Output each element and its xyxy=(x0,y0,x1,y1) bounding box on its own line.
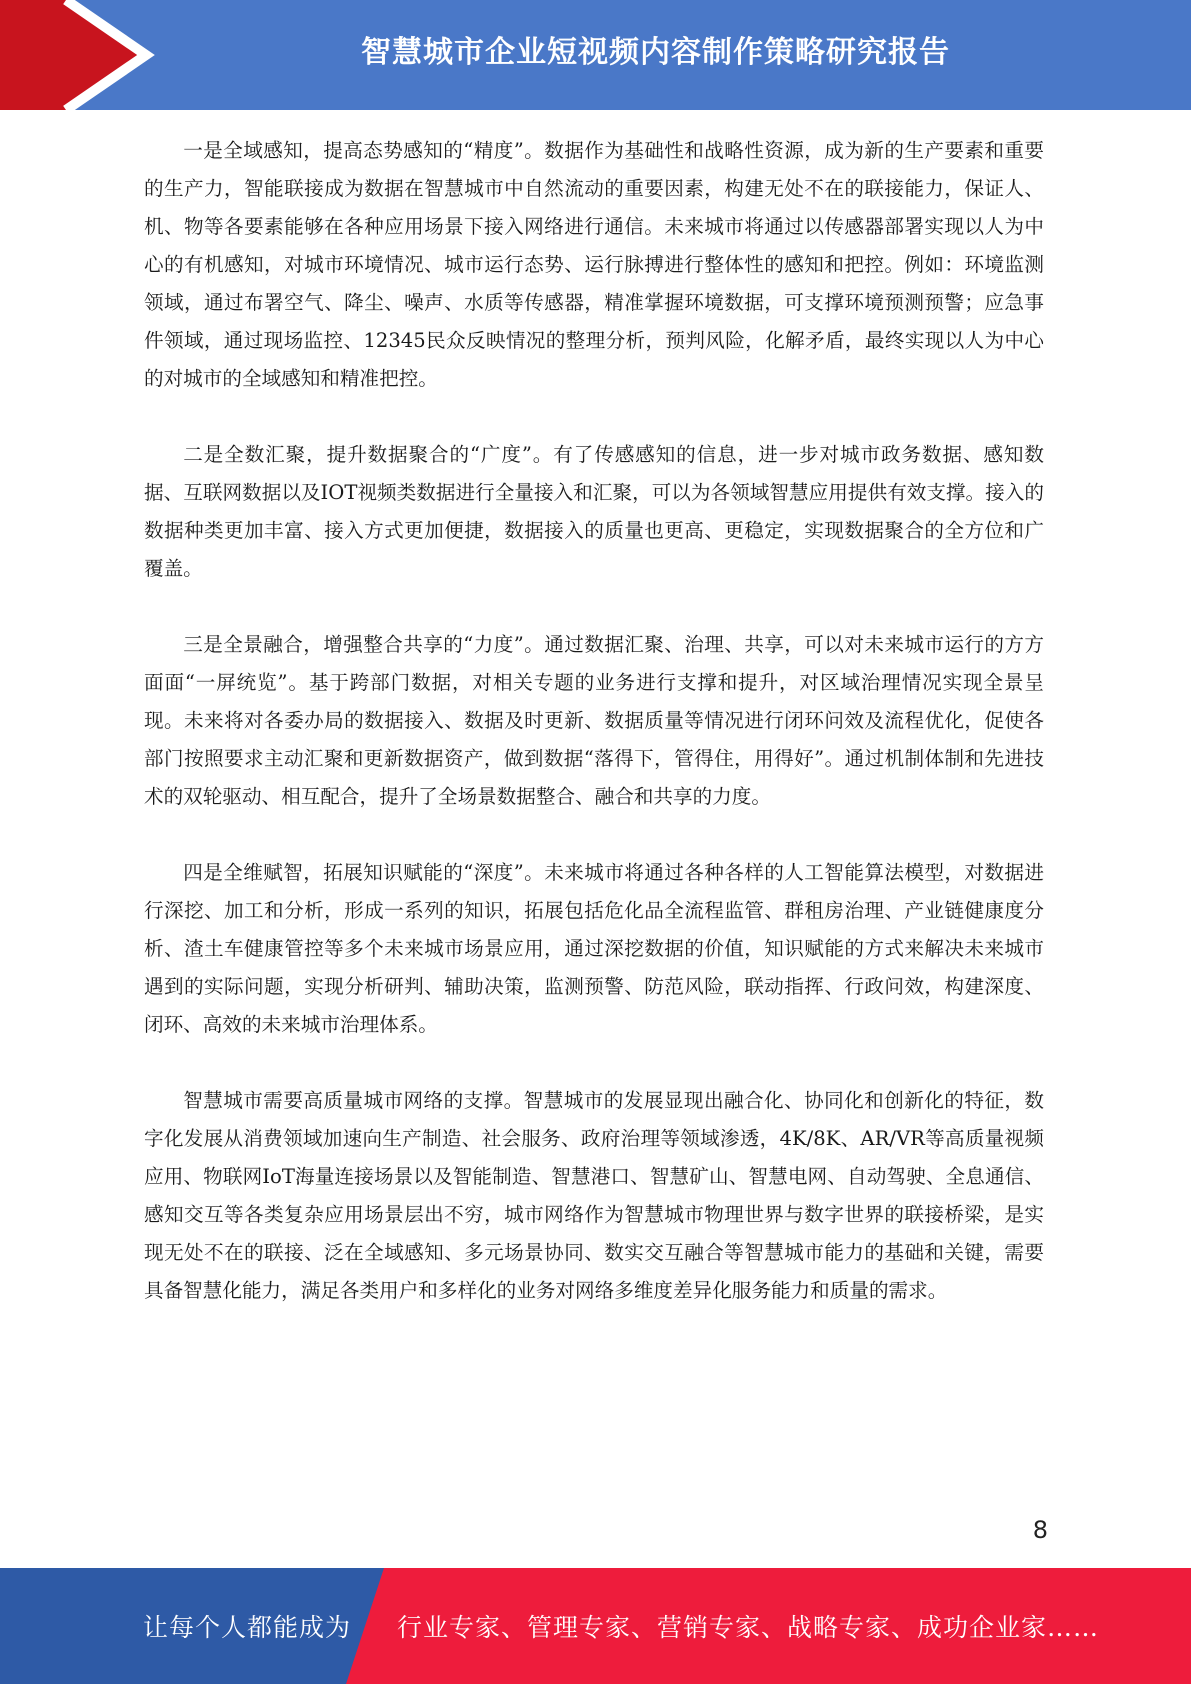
footer-slogan-left: 让每个人都能成为 xyxy=(143,1613,352,1642)
paragraph-city-network: 智慧城市需要高质量城市网络的支撑。智慧城市的发展显现出融合化、协同化和创新化的特征，数字化发展从消费领域加速向生产制造、社会服务、政府治理等领域渗透，4K/8K、AR/VR等高质量视频应用、物联网IoT海量连接场景以及智能制造、智慧港口、智慧矿山、智慧电网、自动驾驶、全息通信、感知交互等各类复杂应用场景层出不穷，城市网络作为智慧城市物理世界与数字世界的联接桥梁，是实现无处不在的联接、泛在全域感知、多元场景协同、数实交互融合等智慧城市能力的基础和关键，需要具备智慧化能力，满足各类用户和多样化的业务对网络多维度差异化服务能力和质量的需求。 xyxy=(144,1089,1044,1302)
paragraph-knowledge-empowerment: 四是全维赋智，拓展知识赋能的“深度”。未来城市将通过各种各样的人工智能算法模型，对数据进行深挖、加工和分析，形成一系列的知识，拓展包括危化品全流程监管、群租房治理、产业链健康度分析、渣土车健康管控等多个未来城市场景应用，通过深挖数据的价值，知识赋能的方式来解决未来城市遇到的实际问题，实现分析研判、辅助决策，监测预警、防范风险，联动指挥、行政问效，构建深度、闭环、高效的未来城市治理体系。 xyxy=(144,861,1044,1036)
footer-slogan-right: 行业专家、管理专家、营销专家、战略专家、成功企业家…… xyxy=(397,1613,1100,1642)
report-title: 智慧城市企业短视频内容制作策略研究报告 xyxy=(361,35,950,70)
page-footer xyxy=(0,1568,1191,1684)
document-body xyxy=(144,132,1044,1348)
page-header xyxy=(0,0,1191,110)
page-number: 8 xyxy=(1032,1516,1048,1544)
paragraph-data-aggregation: 二是全数汇聚，提升数据聚合的“广度”。有了传感感知的信息，进一步对城市政务数据、感知数据、互联网数据以及IOT视频类数据进行全量接入和汇聚，可以为各领域智慧应用提供有效支撑。接入的数据种类更加丰富、接入方式更加便捷，数据接入的质量也更高、更稳定，实现数据聚合的全方位和广覆盖。 xyxy=(144,443,1044,580)
paragraph-panoramic-fusion: 三是全景融合，增强整合共享的“力度”。通过数据汇聚、治理、共享，可以对未来城市运行的方方面面“一屏统览”。基于跨部门数据，对相关专题的业务进行支撑和提升，对区域治理情况实现全景呈现。未来将对各委办局的数据接入、数据及时更新、数据质量等情况进行闭环问效及流程优化，促使各部门按照要求主动汇聚和更新数据资产，做到数据“落得下，管得住，用得好”。通过机制体制和先进技术的双轮驱动、相互配合，提升了全场景数据整合、融合和共享的力度。 xyxy=(144,633,1044,808)
paragraph-global-perception: 一是全域感知，提高态势感知的“精度”。数据作为基础性和战略性资源，成为新的生产要素和重要的生产力，智能联接成为数据在智慧城市中自然流动的重要因素，构建无处不在的联接能力，保证人、机、物等各要素能够在各种应用场景下接入网络进行通信。未来城市将通过以传感器部署实现以人为中心的有机感知，对城市环境情况、城市运行态势、运行脉搏进行整体性的感知和把控。例如：环境监测领域，通过布署空气、降尘、噪声、水质等传感器，精准掌握环境数据，可支撑环境预测预警；应急事件领域，通过现场监控、12345民众反映情况的整理分析，预判风险，化解矛盾，最终实现以人为中心的对城市的全域感知和精准把控。 xyxy=(144,139,1044,390)
